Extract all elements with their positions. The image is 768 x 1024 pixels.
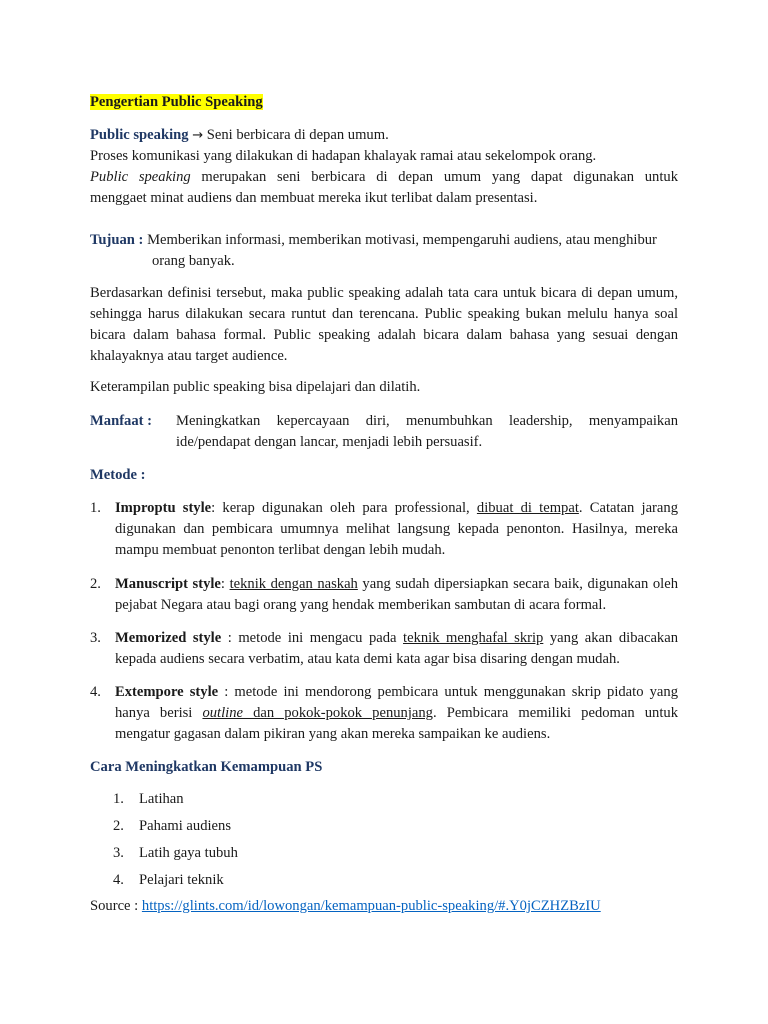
source-label: Source : — [90, 898, 142, 914]
cara-heading: Cara Meningkatkan Kemampuan PS — [90, 759, 323, 775]
manfaat-label: Manfaat : — [90, 413, 153, 429]
definition-line-1 — [90, 125, 678, 146]
list-item-cara-1: 1. Latihan — [113, 791, 184, 807]
method-title: Extempore style — [115, 684, 219, 700]
tujuan-label: Tujuan : — [90, 232, 144, 248]
list-item-metode-2: 2. Manuscript style: teknik dengan naskah yang sudah dipersiapkan secara baik, digunakan oleh pejabat Negara atau bagi orang yang hendak memberikan sambutan di acara formal. — [90, 576, 678, 613]
list-item-cara-3: 3. Latih gaya tubuh — [113, 845, 238, 861]
manfaat-text: Meningkatkan kepercayaan diri, menumbuhkan leadership, menyampaikan — [176, 413, 678, 429]
list-item-cara-2: 2. Pahami audiens — [113, 818, 232, 834]
list-item-metode-4: 4. Extempore style : metode ini mendorong pembicara untuk menggunakan skrip pidato yang hanya berisi outline dan pokok-pokok penunjang. Pembicara memiliki pedoman untuk mengatur gagasan dalam pikiran yang akan mereka sampaikan ke audiens. — [90, 684, 678, 742]
definition-line-4: menggaet minat audiens dan membuat mereka ikut terlibat dalam presentasi. — [90, 190, 538, 206]
page-title — [90, 92, 678, 113]
source-line — [90, 896, 678, 917]
tujuan-line-2: orang banyak. — [152, 253, 235, 269]
method-title: Improptu style — [115, 500, 212, 516]
method-title: Manuscript style — [115, 576, 221, 592]
italic-term: Public speaking — [90, 169, 191, 185]
paragraph-definition: Berdasarkan definisi tersebut, maka public speaking adalah tata cara untuk bicara di depan umum, sehingga harus dilakukan secara runtut dan terencana. Public speaking bukan melulu hanya soal bicara dalam bahasa formal. Public speaking adalah bicara dalam bahasa yang sesuai dengan khalayaknya atau target audience. — [90, 285, 678, 364]
metode-heading: Metode : — [90, 467, 146, 483]
definition-line-2: Proses komunikasi yang dilakukan di hadapan khalayak ramai atau sekelompok orang. — [90, 148, 597, 164]
definition-line-3: Public speaking merupakan seni berbicara di depan umum yang dapat digunakan untuk — [90, 169, 678, 185]
tujuan-text: Memberikan informasi, memberikan motivasi, mempengaruhi audiens, atau menghibur — [147, 232, 657, 248]
arrow-right-icon: → — [192, 128, 204, 143]
list-item-metode-1: 1. Improptu style: kerap digunakan oleh para professional, dibuat di tempat. Catatan jarang digunakan dan pembicara umumnya melihat langsung kepada penonton. Hasilnya, mereka mampu membuat penonton terlibat dengan lebih mudah. — [90, 500, 678, 558]
list-item-cara-4: 4. Pelajari teknik — [113, 872, 224, 888]
manfaat-line-2: ide/pendapat dengan lancar, menjadi lebih persuasif. — [176, 434, 483, 450]
tujuan-line-1 — [90, 230, 678, 251]
source-link[interactable]: https://glints.com/id/lowongan/kemampuan-public-speaking/#.Y0jCZHZBzIU — [141, 898, 601, 914]
highlighted-heading: Pengertian Public Speaking — [90, 94, 263, 110]
manfaat-line-1 — [90, 411, 678, 432]
method-title: Memorized style — [115, 630, 222, 646]
definition-meaning: Seni berbicara di depan umum. — [206, 127, 389, 143]
paragraph-skill: Keterampilan public speaking bisa dipelajari dan dilatih. — [90, 379, 421, 395]
list-item-metode-3: 3. Memorized style : metode ini mengacu pada teknik menghafal skrip yang akan dibacakan kepada audiens secara verbatim, atau kata demi kata agar bisa disaring dengan mudah. — [90, 630, 678, 667]
definition-term: Public speaking — [90, 127, 189, 143]
